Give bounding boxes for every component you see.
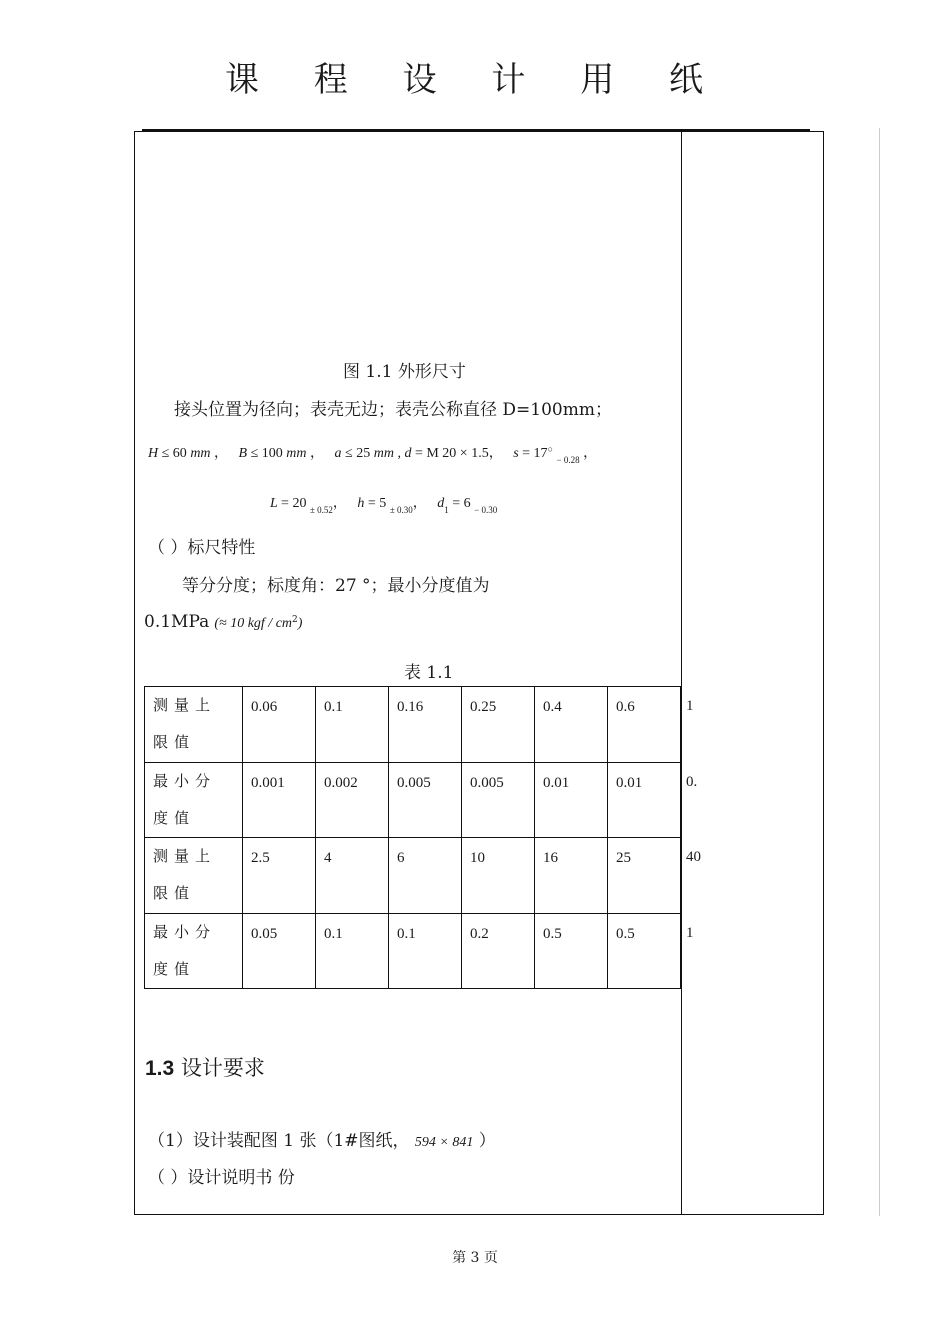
section-number: 1.3: [145, 1057, 175, 1080]
formula-line-1: H ≤ 60 mm ， B ≤ 100 mm ， a ≤ 25 mm , d = M 20 × 1.5， s = 17○ $_{- 0.28}$ ，: [148, 444, 598, 465]
formula-line-2: L = 20 $_{\pm 0.52}$， h = 5 $_{\pm 0.30}$， $d_1 = 6$ $_{- 0.30}$: [270, 496, 498, 515]
table-cell: 0.1: [316, 687, 389, 763]
paragraph-scale: 等分分度；标度角：27 °；最小分度值为: [182, 576, 490, 596]
table-cell: 0.05: [243, 913, 316, 989]
var-L: L: [270, 496, 278, 511]
var-s: s: [513, 446, 519, 461]
var-B: B: [238, 446, 248, 461]
table-cell: 25: [608, 838, 681, 914]
B-relation: ≤ 100: [250, 446, 283, 461]
table-overflow-cell: 1: [686, 698, 694, 714]
table-row: [145, 913, 681, 989]
s-tolerance: − 0.28: [556, 455, 580, 465]
table-cell: 0.01: [535, 762, 608, 838]
table-cell: 0.001: [243, 762, 316, 838]
row-label: 测量上限值: [145, 838, 243, 914]
margin-column-divider: [681, 131, 682, 1215]
table-cell: 6: [389, 838, 462, 914]
var-h: h: [357, 496, 365, 511]
requirement-item-1: [148, 1126, 496, 1151]
table-cell: 4: [316, 838, 389, 914]
var-H: H: [148, 446, 159, 461]
h-tolerance: ± 0.30: [389, 505, 413, 515]
d1-value: = 6: [452, 496, 471, 511]
table-cell: 0.2: [462, 913, 535, 989]
table-cell: 0.005: [389, 762, 462, 838]
table-row: [145, 687, 681, 763]
table-overflow-cell: 1: [686, 924, 694, 941]
s-value: = 17: [522, 446, 548, 461]
page-title: 课 程 设 计 用 纸: [224, 60, 726, 100]
table-caption: 表 1.1: [404, 663, 454, 683]
pressure-value: 0.1MPa: [144, 612, 210, 632]
item1-dimension: 594 × 841: [414, 1135, 474, 1150]
page-number: 第 3 页: [452, 1250, 498, 1266]
item1-close: ）: [478, 1131, 496, 1151]
L-value: = 20: [281, 496, 307, 511]
a-unit: mm: [373, 446, 394, 461]
min-division-value: [144, 612, 302, 632]
spec-table: [144, 686, 682, 989]
item1-text: （1）设计装配图 1 张（1#图纸，: [148, 1131, 410, 1151]
var-d: d: [404, 446, 412, 461]
table-cell: 16: [535, 838, 608, 914]
a-relation: ≤ 25: [345, 446, 371, 461]
d1-tolerance: − 0.30: [474, 505, 498, 515]
figure-caption: 图 1.1 外形尺寸: [343, 362, 466, 382]
var-d1: d: [437, 496, 445, 511]
L-tolerance: ± 0.52: [309, 505, 333, 515]
table-cell: 0.4: [535, 687, 608, 763]
pressure-exponent: 2: [292, 615, 298, 625]
var-a: a: [334, 446, 342, 461]
pressure-conversion: (≈ 10 kgf / cm: [214, 616, 293, 631]
table-cell: 2.5: [243, 838, 316, 914]
table-overflow-cell: 40: [686, 849, 701, 865]
h-value: = 5: [367, 496, 387, 511]
B-unit: mm: [286, 446, 307, 461]
table-row: [145, 838, 681, 914]
table-cell: 0.06: [243, 687, 316, 763]
table-cell: 0.01: [608, 762, 681, 838]
table-cell: 0.5: [608, 913, 681, 989]
table-row: [145, 762, 681, 838]
table-cell: 0.005: [462, 762, 535, 838]
table-cell: 0.002: [316, 762, 389, 838]
d-value: = M 20 × 1.5: [414, 446, 489, 461]
pressure-close: ): [297, 616, 303, 631]
table-cell: 0.16: [389, 687, 462, 763]
table-cell: 0.1: [316, 913, 389, 989]
section-scale-characteristics: （ ）标尺特性: [148, 538, 256, 558]
table-cell: 0.6: [608, 687, 681, 763]
table-cell: 0.5: [535, 913, 608, 989]
section-title: 设计要求: [180, 1056, 265, 1080]
table-cell: 0.25: [462, 687, 535, 763]
paragraph-connector: 接头位置为径向；表壳无边；表壳公称直径 D=100mm；: [174, 400, 612, 420]
table-cell: 0.1: [389, 913, 462, 989]
H-relation: ≤ 60: [161, 446, 187, 461]
table-cell: 10: [462, 838, 535, 914]
d1-index: 1: [444, 505, 449, 515]
row-label: 最小分度值: [145, 762, 243, 838]
row-label: 测量上限值: [145, 687, 243, 763]
section-heading-1-3: [145, 1052, 265, 1082]
H-unit: mm: [190, 446, 211, 461]
page-edge-line: [879, 128, 880, 1216]
row-label: 最小分度值: [145, 913, 243, 989]
requirement-item-2: （ ）设计说明书 份: [148, 1168, 295, 1188]
table-overflow-cell: 0.: [686, 773, 698, 790]
